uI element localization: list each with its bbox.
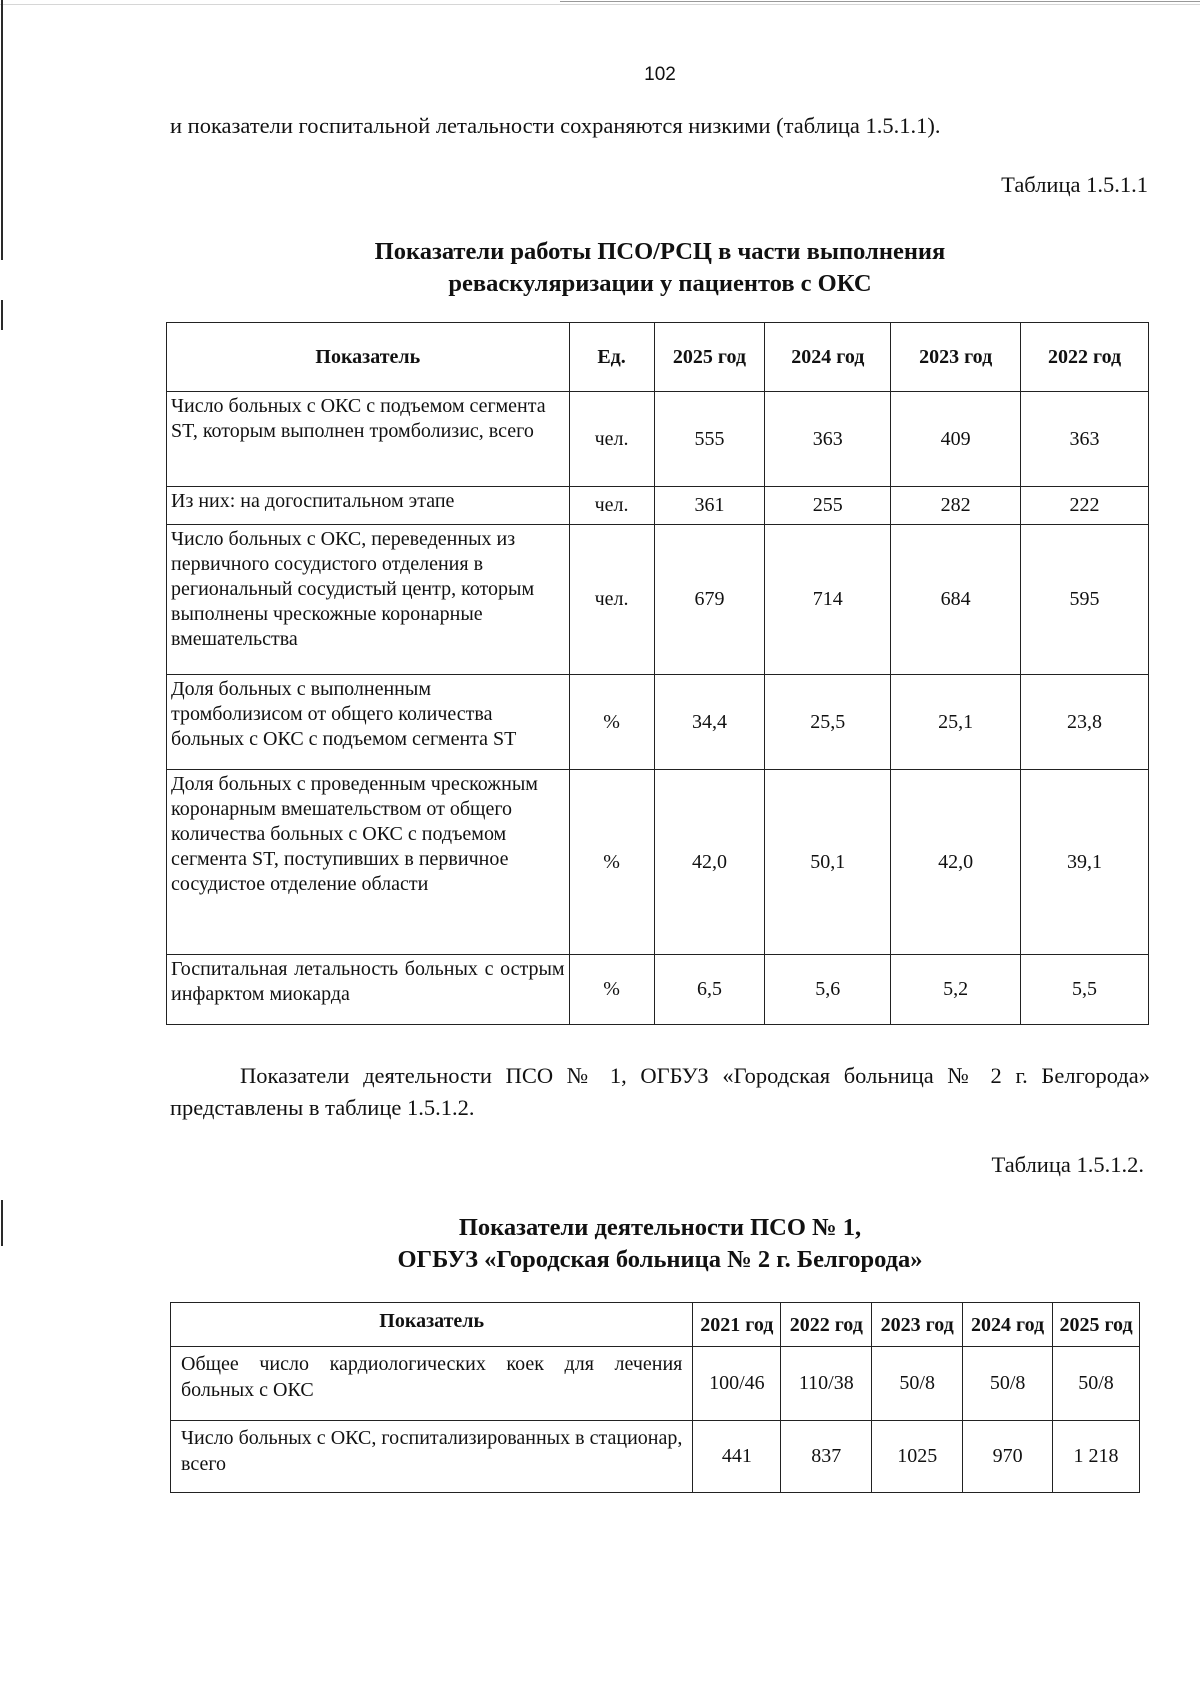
row-unit: чел. [569,487,654,525]
cell-2024: 970 [963,1421,1053,1493]
cell-2024: 255 [765,487,891,525]
header-indicator: Показатель [167,323,570,392]
cell-2024: 5,6 [765,955,891,1025]
cell-2022: 110/38 [781,1347,872,1421]
scan-edge [1,0,3,260]
cell-2022: 363 [1021,392,1149,487]
table-row [167,955,1149,1025]
table-header-row [171,1303,1140,1347]
scan-line [560,1,1200,2]
cell-2023: 282 [891,487,1021,525]
cell-2023: 409 [891,392,1021,487]
row-unit: % [569,675,654,770]
cell-2022: 23,8 [1021,675,1149,770]
header-2025: 2025 год [1053,1303,1140,1347]
revascularization-table [166,322,1149,1025]
cell-2021: 441 [693,1421,781,1493]
paragraph-2: Показатели деятельности ПСО № 1, ОГБУЗ «Городская больница № 2 г. Белгорода» представлены в таблице 1.5.1.2. [170,1063,1150,1120]
cell-2025: 679 [654,525,765,675]
table2-title-line1: Показатели деятельности ПСО № 1, [458,1214,862,1241]
header-2023: 2023 год [891,323,1021,392]
cell-2025: 6,5 [654,955,765,1025]
table-row [167,392,1149,487]
row-label: Доля больных с проведенным чрескожным коронарным вмешательством от общего количества больных с ОКС с подъемом сегмента ST, поступивших в первичное сосудистое отделение области [167,770,570,955]
cell-2023: 684 [891,525,1021,675]
cell-2022: 595 [1021,525,1149,675]
cell-2022: 837 [781,1421,872,1493]
table2-caption: Таблица 1.5.1.2. [991,1152,1144,1177]
header-2023: 2023 год [872,1303,963,1347]
page-number: 102 [644,64,676,85]
cell-2021: 100/46 [693,1347,781,1421]
header-2022: 2022 год [1021,323,1149,392]
cell-2023: 5,2 [891,955,1021,1025]
cell-2025: 361 [654,487,765,525]
cell-2022: 5,5 [1021,955,1149,1025]
row-label: Госпитальная летальность больных с острым инфарктом миокарда [167,955,570,1025]
header-2022: 2022 год [781,1303,872,1347]
cell-2025: 555 [654,392,765,487]
row-label: Число больных с ОКС, переведенных из первичного сосудистого отделения в региональный сосудистый центр, которым выполнены чрескожные коронарные вмешательства [167,525,570,675]
cell-2025: 1 218 [1053,1421,1140,1493]
table1-caption: Таблица 1.5.1.1 [1001,172,1148,197]
header-indicator: Показатель [171,1303,693,1347]
row-label: Доля больных с выполненным тромболизисом от общего количества больных с ОКС с подъемом сегмента ST [167,675,570,770]
cell-2024: 50,1 [765,770,891,955]
table2-title [0,1212,1200,1276]
cell-2023: 50/8 [872,1347,963,1421]
header-unit: Ед. [569,323,654,392]
pso-activity-table [170,1302,1140,1493]
row-unit: чел. [569,392,654,487]
table1-title-line1: Показатели работы ПСО/РСЦ в части выполнения [374,238,946,265]
header-2024: 2024 год [963,1303,1053,1347]
scan-edge [1,300,3,330]
row-label: Число больных с ОКС с подъемом сегмента ST, которым выполнен тромболизис, всего [167,392,570,487]
table2-title-line2: ОГБУЗ «Городская больница № 2 г. Белгорода» [397,1246,923,1273]
cell-2022: 39,1 [1021,770,1149,955]
table1-title [0,236,1200,300]
table-row [171,1421,1140,1493]
header-2021: 2021 год [693,1303,781,1347]
header-2024: 2024 год [765,323,891,392]
table-row [167,525,1149,675]
table-row [167,487,1149,525]
row-unit: % [569,955,654,1025]
row-label: Из них: на догоспитальном этапе [167,487,570,525]
cell-2023: 25,1 [891,675,1021,770]
row-unit: % [569,770,654,955]
cell-2022: 222 [1021,487,1149,525]
cell-2025: 34,4 [654,675,765,770]
cell-2024: 25,5 [765,675,891,770]
row-label: Общее число кардиологических коек для лечения больных с ОКС [171,1347,693,1421]
cell-2024: 50/8 [963,1347,1053,1421]
intro-text: и показатели госпитальной летальности сохраняются низкими (таблица 1.5.1.1). [170,113,941,138]
cell-2025: 42,0 [654,770,765,955]
cell-2024: 714 [765,525,891,675]
cell-2025: 50/8 [1053,1347,1140,1421]
header-2025: 2025 год [654,323,765,392]
table-row [171,1347,1140,1421]
scan-line [0,4,1200,5]
cell-2023: 42,0 [891,770,1021,955]
table-row [167,675,1149,770]
row-label: Число больных с ОКС, госпитализированных в стационар, всего [171,1421,693,1493]
table-row [167,770,1149,955]
row-unit: чел. [569,525,654,675]
cell-2024: 363 [765,392,891,487]
table1-title-line2: реваскуляризации у пациентов с ОКС [448,270,872,297]
cell-2023: 1025 [872,1421,963,1493]
table-header-row [167,323,1149,392]
